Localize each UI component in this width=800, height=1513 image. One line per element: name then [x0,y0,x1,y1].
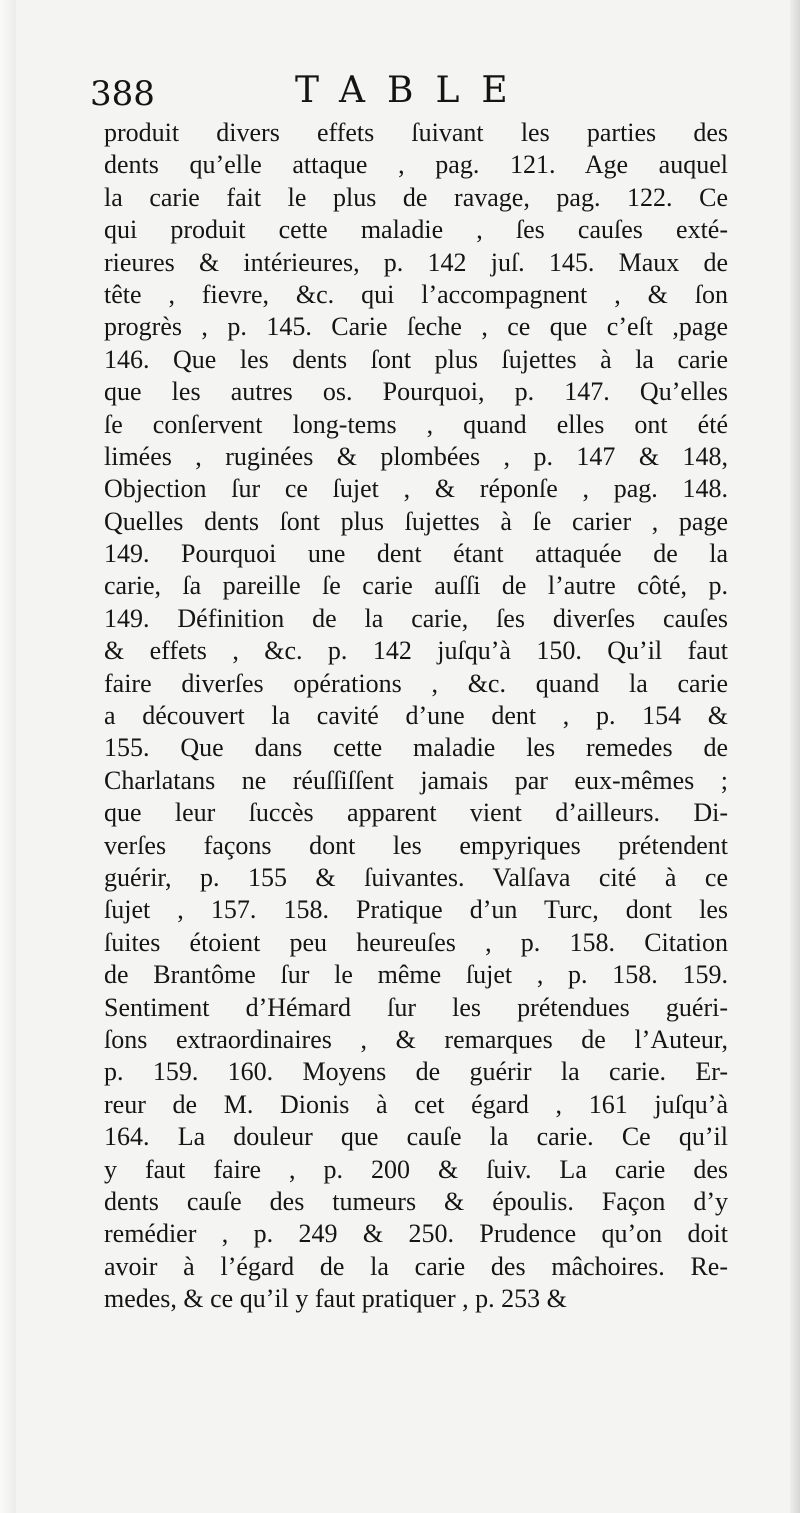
text-line: progrès , p. 145. Carie ſeche , ce que c’eſt ,page [104,312,728,342]
text-line: avoir à l’égard de la carie des mâchoires. Re- [104,1251,728,1281]
page-right-edge [790,0,800,1513]
text-line: remédier , p. 249 & 250. Prudence qu’on doit [104,1219,728,1249]
text-line: ſujet , 157. 158. Pratique d’un Turc, dont les [104,895,728,925]
text-line: Objection ſur ce ſujet , & réponſe , pag. 148. [104,474,728,504]
page-number: 388 [90,74,155,114]
text-line: Quelles dents ſont plus ſujettes à ſe carier , page [104,506,728,536]
text-line: ſuites étoient peu heureuſes , p. 158. Citation [104,927,728,957]
text-line: produit divers effets ſuivant les parties des [104,118,728,147]
text-line: Charlatans ne réuſſiſſent jamais par eux-mêmes ; [104,765,728,795]
text-line: p. 159. 160. Moyens de guérir la carie. Er- [104,1057,728,1087]
text-line: qui produit cette maladie , ſes cauſes exté- [104,215,728,245]
index-text-block [104,117,728,1315]
text-line: y faut faire , p. 200 & ſuiv. La carie des [104,1154,728,1184]
text-line: guérir, p. 155 & ſuivantes. Valſava cité à ce [104,862,728,892]
text-line: faire diverſes opérations , &c. quand la carie [104,668,728,698]
text-line: 155. Que dans cette maladie les remedes de [104,733,728,763]
text-line: medes, & ce qu’il y faut pratiquer , p. 253 & [104,1284,567,1314]
text-line: 149. Pourquoi une dent étant attaquée de la [104,539,728,569]
text-line: dents qu’elle attaque , pag. 121. Age auquel [104,150,728,180]
text-line: reur de M. Dionis à cet égard , 161 juſqu’à [104,1089,728,1119]
text-line: que les autres os. Pourquoi, p. 147. Qu’elles [104,377,728,407]
text-line: limées , ruginées & plombées , p. 147 & 148, [104,441,728,471]
text-line: a découvert la cavité d’une dent , p. 154 & [104,701,728,731]
text-line: tête , fievre, &c. qui l’accompagnent , & ſon [104,279,728,309]
running-title: TABLE [295,70,530,111]
text-line: 164. La douleur que cauſe la carie. Ce qu’il [104,1122,728,1152]
text-line: que leur ſuccès apparent vient d’ailleurs. Di- [104,798,728,828]
text-line: verſes façons dont les empyriques prétendent [104,830,728,860]
text-line: dents cauſe des tumeurs & époulis. Façon d’y [104,1186,728,1216]
text-line: de Brantôme ſur le même ſujet , p. 158. 159. [104,960,728,990]
text-line: Sentiment d’Hémard ſur les prétendues guéri- [104,992,728,1022]
text-line: carie, ſa pareille ſe carie auſſi de l’autre côté, p. [104,571,728,601]
page-left-edge [0,0,16,1513]
text-line: 149. Définition de la carie, ſes diverſes cauſes [104,603,728,633]
page-header [90,70,750,120]
text-line: la carie fait le plus de ravage, pag. 122. Ce [104,182,728,212]
text-line: ſons extraordinaires , & remarques de l’Auteur, [104,1024,728,1054]
text-line: 146. Que les dents ſont plus ſujettes à la carie [104,344,728,374]
text-line: ſe conſervent long-tems , quand elles ont été [104,409,728,439]
text-line: rieures & intérieures, p. 142 juſ. 145. Maux de [104,247,728,277]
text-line: & effets , &c. p. 142 juſqu’à 150. Qu’il faut [104,636,728,666]
